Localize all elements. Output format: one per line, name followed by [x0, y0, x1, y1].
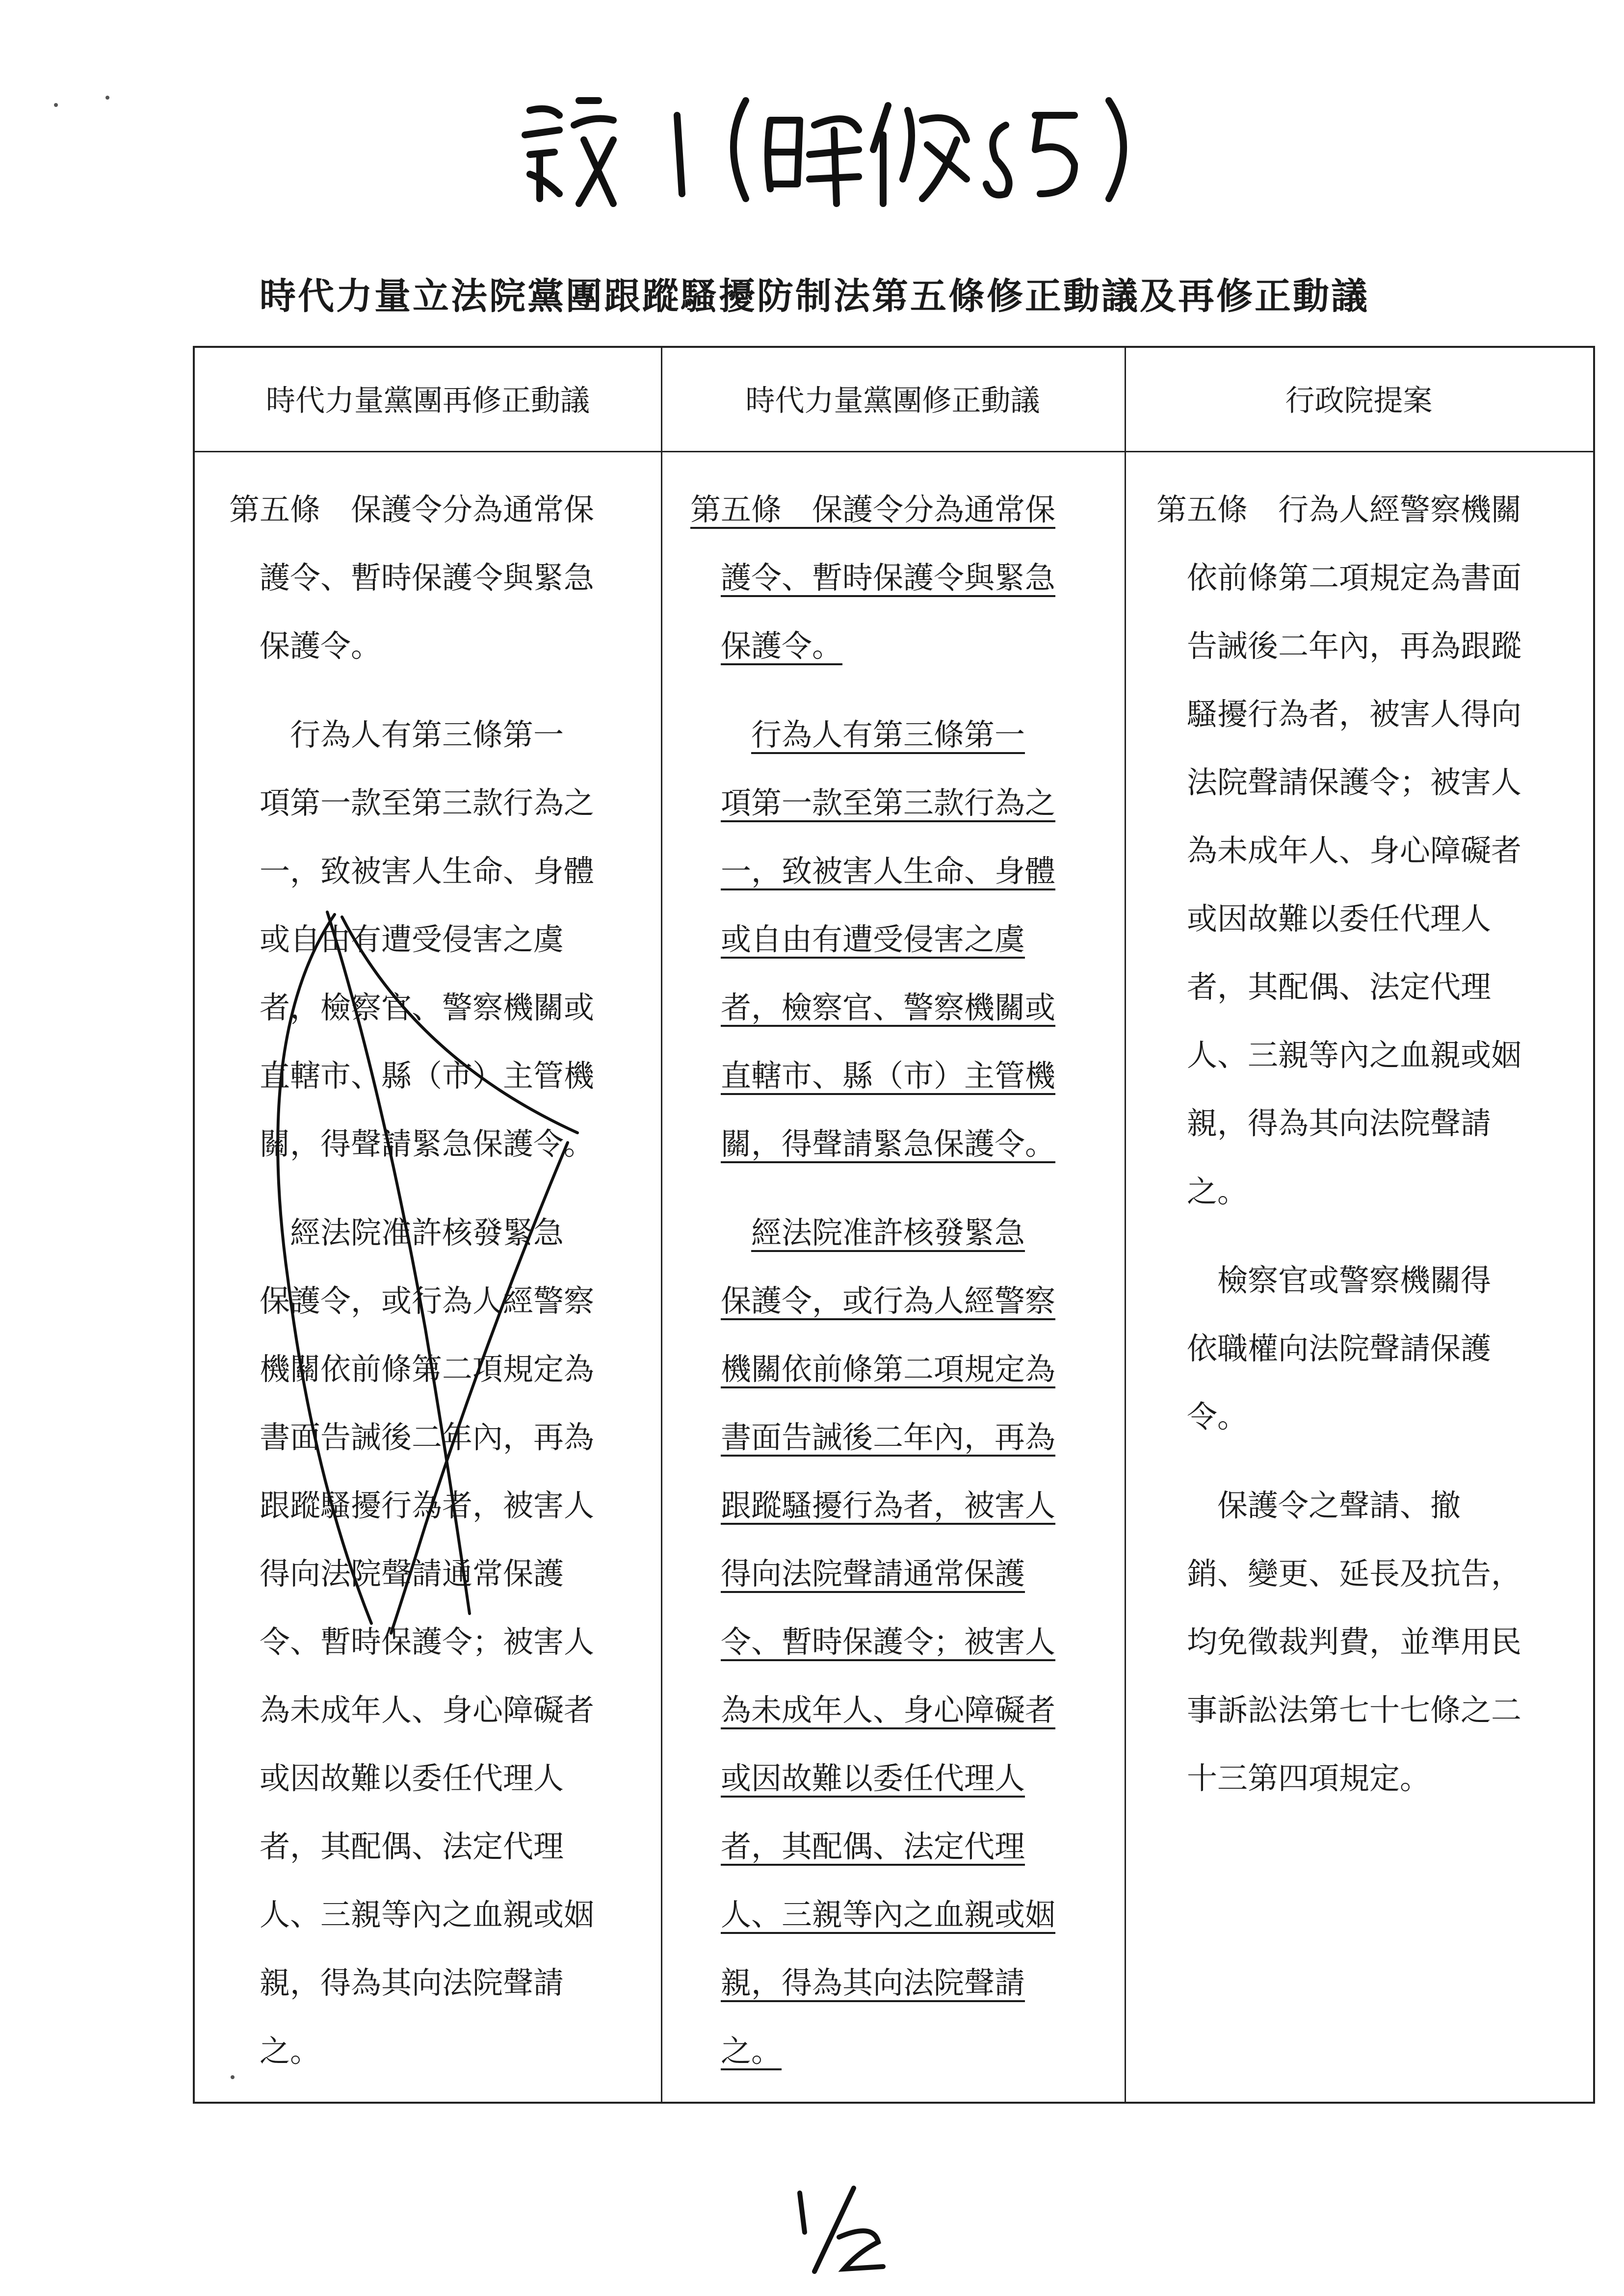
text-line	[229, 1539, 651, 1608]
text-line	[229, 1812, 651, 1880]
text-line	[229, 1403, 651, 1471]
paragraph	[1156, 475, 1583, 1226]
text-run: 親，得為其向法院聲請	[721, 1965, 1025, 2001]
column-header-revised-motion: 時代力量黨團再修正動議	[266, 384, 590, 418]
text-line	[1156, 1608, 1583, 1676]
header-divider	[195, 451, 1593, 452]
text-line	[229, 1471, 651, 1539]
text-run: 或因故難以委任代理人	[721, 1760, 1025, 1796]
text-line	[690, 1539, 1112, 1608]
text-run: 跟蹤騷擾行為者，被害人	[260, 1487, 595, 1523]
text-run: 為未成年人、身心障礙者	[721, 1692, 1056, 1728]
text-line	[1156, 1089, 1583, 1157]
text-run: 經法院准許核發緊急	[290, 1215, 564, 1251]
text-line	[229, 973, 651, 1042]
paragraph	[690, 701, 1112, 1178]
column-body-revised-motion	[229, 475, 651, 2085]
text-line	[690, 905, 1112, 973]
text-run: 為未成年人、身心障礙者	[260, 1692, 595, 1728]
text-line	[229, 1267, 651, 1335]
text-line	[229, 544, 651, 612]
text-run: 行為人有第三條第一	[751, 717, 1025, 753]
text-run: 直轄市、縣（市）主管機	[721, 1058, 1056, 1094]
text-run: 保護令之聲請、撤	[1217, 1487, 1461, 1523]
text-line	[229, 1335, 651, 1403]
text-run: 或自由有遭受侵害之虞	[260, 921, 564, 957]
text-run: 之。	[260, 2033, 321, 2069]
text-run: 一，致被害人生命、身體	[260, 853, 595, 889]
text-line	[229, 701, 651, 769]
text-line	[1156, 1744, 1583, 1812]
text-run: 關，得聲請緊急保護令。	[260, 1126, 595, 1162]
text-run: 均免徵裁判費，並準用民	[1187, 1624, 1522, 1660]
text-run: 依職權向法院聲請保護	[1187, 1331, 1492, 1366]
text-line	[690, 1608, 1112, 1676]
stray-mark	[105, 96, 109, 100]
text-run: 護令、暫時保護令與緊急	[260, 560, 595, 596]
text-run: 人、三親等內之血親或姻	[260, 1897, 595, 1932]
column-divider	[1125, 348, 1126, 2102]
column-body-amendment-motion	[690, 475, 1112, 2085]
text-line	[1156, 680, 1583, 748]
text-run: 書面告誡後二年內，再為	[260, 1419, 595, 1455]
text-line	[1156, 1021, 1583, 1089]
text-line	[1156, 1676, 1583, 1744]
text-run: 得向法院聲請通常保護	[721, 1556, 1025, 1592]
text-run: 依前條第二項規定為書面	[1187, 560, 1522, 596]
text-line	[229, 1676, 651, 1744]
text-line	[1156, 1314, 1583, 1383]
paragraph	[229, 1199, 651, 2085]
text-line	[229, 1949, 651, 2017]
text-line	[690, 1880, 1112, 1949]
text-run: 得向法院聲請通常保護	[260, 1556, 564, 1592]
text-run: 令、暫時保護令；被害人	[721, 1624, 1056, 1660]
text-line	[1156, 953, 1583, 1021]
text-run: 法院聲請保護令；被害人	[1187, 764, 1522, 800]
text-run: 人、三親等內之血親或姻	[1187, 1037, 1522, 1073]
text-run: 項第一款至第三款行為之	[260, 785, 595, 821]
text-run: 機關依前條第二項規定為	[260, 1351, 595, 1387]
text-run: 騷擾行為者，被害人得向	[1187, 696, 1522, 732]
text-run: 告誡後二年內，再為跟蹤	[1187, 628, 1522, 664]
text-run: 者，檢察官、警察機關或	[260, 990, 595, 1025]
text-line	[229, 837, 651, 905]
text-line	[690, 1267, 1112, 1335]
text-line	[229, 1608, 651, 1676]
text-run: 之。	[1187, 1174, 1248, 1209]
text-line	[1156, 1539, 1583, 1608]
text-line	[1156, 748, 1583, 816]
text-run: 或自由有遭受侵害之虞	[721, 921, 1025, 957]
text-line	[690, 1949, 1112, 2017]
text-run: 保護令，或行為人經警察	[260, 1283, 595, 1319]
stray-mark	[231, 2075, 235, 2079]
text-line	[1156, 1471, 1583, 1539]
text-line	[690, 2017, 1112, 2085]
text-run: 者，其配偶、法定代理	[1187, 969, 1492, 1005]
text-run: 檢察官或警察機關得	[1217, 1262, 1492, 1298]
text-run: 銷、變更、延長及抗告，	[1187, 1556, 1522, 1592]
stray-mark	[54, 103, 58, 107]
text-line	[690, 544, 1112, 612]
text-run: 保護令。	[721, 628, 843, 664]
column-header-amendment-motion: 時代力量黨團修正動議	[745, 384, 1040, 418]
text-run: 第五條 行為人經警察機關	[1156, 492, 1522, 527]
text-line	[690, 1110, 1112, 1178]
text-run: 直轄市、縣（市）主管機	[260, 1058, 595, 1094]
text-line	[690, 769, 1112, 837]
text-line	[690, 1471, 1112, 1539]
text-run: 護令、暫時保護令與緊急	[721, 560, 1056, 596]
text-run: 事訴訟法第七十七條之二	[1187, 1692, 1522, 1728]
column-divider	[661, 348, 662, 2102]
text-line	[690, 973, 1112, 1042]
text-line	[229, 1110, 651, 1178]
text-line	[690, 475, 1112, 544]
text-line	[690, 1676, 1112, 1744]
text-line	[229, 612, 651, 680]
text-run: 為未成年人、身心障礙者	[1187, 833, 1522, 868]
text-run: 者，其配偶、法定代理	[260, 1828, 564, 1864]
paragraph	[229, 701, 651, 1178]
text-line	[229, 2017, 651, 2085]
text-line	[690, 1199, 1112, 1267]
text-line	[1156, 1246, 1583, 1314]
text-line	[229, 1744, 651, 1812]
text-line	[690, 1042, 1112, 1110]
comparison-table	[193, 346, 1595, 2104]
column-body-executive-bill	[1156, 475, 1583, 1812]
column-header-executive-bill: 行政院提案	[1285, 384, 1433, 418]
handwritten-label	[515, 81, 1153, 209]
text-line	[1156, 544, 1583, 612]
text-line	[690, 1744, 1112, 1812]
text-run: 保護令，或行為人經警察	[721, 1283, 1056, 1319]
text-run: 項第一款至第三款行為之	[721, 785, 1056, 821]
text-line	[690, 1812, 1112, 1880]
text-line	[229, 1880, 651, 1949]
text-run: 第五條 保護令分為通常保	[690, 492, 1056, 527]
text-line	[690, 612, 1112, 680]
text-run: 行為人有第三條第一	[290, 717, 564, 753]
paragraph	[690, 1199, 1112, 2085]
text-run: 經法院准許核發緊急	[751, 1215, 1025, 1251]
text-line	[229, 1042, 651, 1110]
text-line	[1156, 816, 1583, 885]
text-run: 人、三親等內之血親或姻	[721, 1897, 1056, 1932]
text-line	[229, 905, 651, 973]
text-run: 十三第四項規定。	[1187, 1760, 1431, 1796]
text-run: 或因故難以委任代理人	[1187, 901, 1492, 937]
text-line	[1156, 475, 1583, 544]
text-run: 或因故難以委任代理人	[260, 1760, 564, 1796]
paragraph	[229, 475, 651, 680]
document-title: 時代力量立法院黨團跟蹤騷擾防制法第五條修正動議及再修正動議	[260, 275, 1369, 317]
text-line	[1156, 612, 1583, 680]
text-run: 機關依前條第二項規定為	[721, 1351, 1056, 1387]
text-line	[1156, 1157, 1583, 1226]
handwritten-page-number	[780, 2178, 898, 2276]
text-line	[690, 837, 1112, 905]
text-run: 令。	[1187, 1399, 1248, 1435]
text-run: 跟蹤騷擾行為者，被害人	[721, 1487, 1056, 1523]
text-line	[690, 701, 1112, 769]
text-run: 親，得為其向法院聲請	[1187, 1105, 1492, 1141]
text-line	[229, 769, 651, 837]
text-run: 書面告誡後二年內，再為	[721, 1419, 1056, 1455]
text-run: 關，得聲請緊急保護令。	[721, 1126, 1056, 1162]
text-run: 親，得為其向法院聲請	[260, 1965, 564, 2001]
text-run: 者，其配偶、法定代理	[721, 1828, 1025, 1864]
paragraph	[1156, 1471, 1583, 1812]
text-line	[1156, 1383, 1583, 1451]
text-line	[1156, 885, 1583, 953]
text-line	[229, 1199, 651, 1267]
text-line	[690, 1335, 1112, 1403]
text-run: 者，檢察官、警察機關或	[721, 990, 1056, 1025]
text-line	[690, 1403, 1112, 1471]
paragraph	[1156, 1246, 1583, 1451]
paragraph	[690, 475, 1112, 680]
text-run: 保護令。	[260, 628, 382, 664]
text-run: 之。	[721, 2033, 782, 2069]
text-run: 令、暫時保護令；被害人	[260, 1624, 595, 1660]
text-run: 第五條 保護令分為通常保	[229, 492, 595, 527]
text-line	[229, 475, 651, 544]
text-run: 一，致被害人生命、身體	[721, 853, 1056, 889]
